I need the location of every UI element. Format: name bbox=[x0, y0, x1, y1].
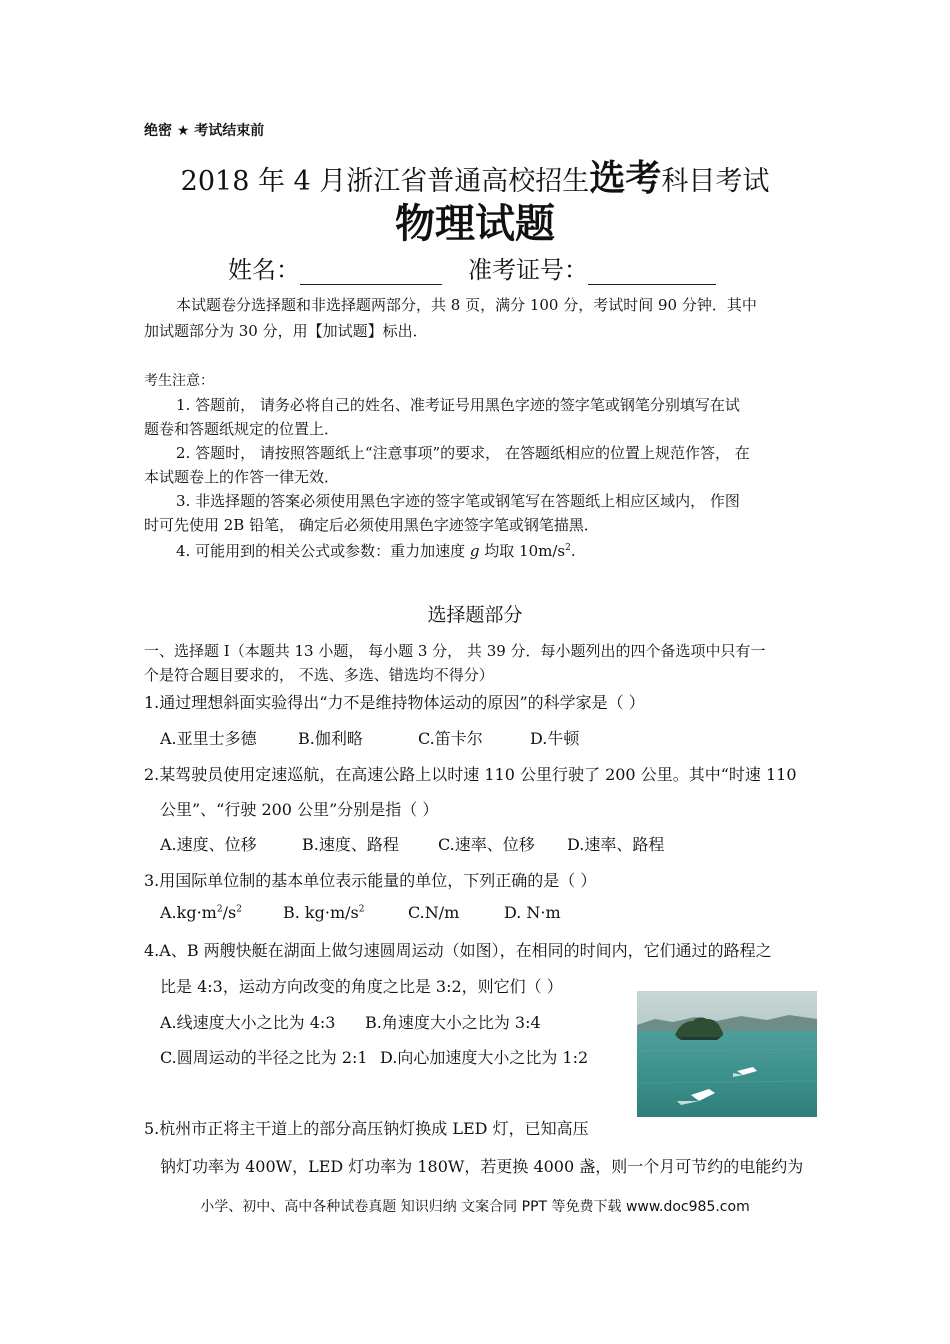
name-id-row bbox=[228, 250, 716, 285]
note-4: 4. 可能用到的相关公式或参数：重力加速度 g 均取 $10m/s^2$. bbox=[176, 542, 576, 560]
intro-line-1: 本试题卷分选择题和非选择题两部分，共 8 页，满分 100 分，考试时间 90 分钟．其中 bbox=[176, 296, 757, 314]
speedboats-lake-photo bbox=[637, 991, 817, 1117]
note-3-line-1: 3. 非选择题的答案必须使用黑色字迹的签字笔或钢笔写在答题纸上相应区域内， 作图 bbox=[176, 492, 740, 510]
question-3-stem: 3.用国际单位制的基本单位表示能量的单位，下列正确的是（ ） bbox=[144, 871, 597, 890]
question-4-option-a: A.线速度大小之比为 4:3 bbox=[160, 1013, 336, 1032]
name-label: 姓名： bbox=[228, 256, 300, 284]
question-4-option-c: C.圆周运动的半径之比为 2:1 bbox=[160, 1048, 368, 1067]
question-1-option-d: D.牛顿 bbox=[530, 729, 580, 748]
question-4-stem-line-1: 4.A、B 两艘快艇在湖面上做匀速圆周运动（如图），在相同的时间内，它们通过的路程之 bbox=[144, 941, 772, 960]
note-2-line-1: 2. 答题时， 请按照答题纸上“注意事项”的要求， 在答题纸相应的位置上规范作答， 在 bbox=[176, 444, 750, 462]
confidential-label: 绝密 ★ 考试结束前 bbox=[144, 123, 265, 139]
question-1-option-b: B.伽利略 bbox=[298, 729, 363, 748]
id-label: 准考证号： bbox=[468, 256, 588, 284]
subject-title: 物理试题 bbox=[395, 201, 555, 247]
note-3-line-2: 时可先使用 2B 铅笔， 确定后必须使用黑色字迹签字笔或钢笔描黑． bbox=[144, 516, 599, 534]
notes-heading: 考生注意： bbox=[144, 373, 214, 389]
part-description-line-2: 个是符合题目要求的， 不选、多选、错选均不得分） bbox=[144, 666, 494, 684]
question-2-option-a: A.速度、位移 bbox=[160, 835, 257, 854]
exam-title: 2018 年 4 月浙江省普通高校招生选考科目考试 bbox=[180, 158, 770, 199]
question-4-stem-line-2: 比是 4:3，运动方向改变的角度之比是 3:2，则它们（ ） bbox=[160, 977, 563, 996]
question-1-option-a: A.亚里士多德 bbox=[160, 729, 257, 748]
question-5-stem-line-2: 钠灯功率为 400W，LED 灯功率为 180W，若更换 4000 盏，则一个月可节约的电能约为 bbox=[160, 1157, 804, 1176]
intro-line-2: 加试题部分为 30 分，用【加试题】标出． bbox=[144, 322, 428, 340]
question-3-option-a: $A.kg\cdot m^2/s^2$ bbox=[160, 903, 242, 922]
id-blank bbox=[588, 262, 716, 285]
footer-ad: 小学、初中、高中各种试卷真题 知识归纳 文案合同 PPT 等免费下载 www.doc985.com bbox=[200, 1199, 750, 1215]
name-blank bbox=[300, 262, 442, 285]
question-1-stem: 1.通过理想斜面实验得出“力不是维持物体运动的原因”的科学家是（ ） bbox=[144, 693, 645, 712]
question-2-option-b: B.速度、路程 bbox=[302, 835, 399, 854]
question-1-option-c: C.笛卡尔 bbox=[418, 729, 483, 748]
question-5-stem-line-1: 5.杭州市正将主干道上的部分高压钠灯换成 LED 灯，已知高压 bbox=[144, 1119, 589, 1138]
part-description-line-1: 一、选择题 I（本题共 13 小题， 每小题 3 分， 共 39 分．每小题列出的四个备选项中只有一 bbox=[144, 642, 766, 660]
question-2-stem-line-2: 公里”、“行驶 200 公里”分别是指（ ） bbox=[160, 800, 439, 819]
question-4-option-b: B.角速度大小之比为 3:4 bbox=[365, 1013, 541, 1032]
note-1-line-2: 题卷和答题纸规定的位置上． bbox=[144, 420, 340, 438]
question-2-option-c: C.速率、位移 bbox=[438, 835, 535, 854]
question-3-option-b: B. $kg\cdot m/s^2$ bbox=[283, 903, 365, 922]
question-2-option-d: D.速率、路程 bbox=[567, 835, 665, 854]
section-title: 选择题部分 bbox=[427, 604, 523, 626]
question-4-option-d: D.向心加速度大小之比为 1:2 bbox=[380, 1048, 589, 1067]
note-1-line-1: 1. 答题前， 请务必将自己的姓名、准考证号用黑色字迹的签字笔或钢笔分别填写在试 bbox=[176, 396, 740, 414]
question-2-stem-line-1: 2.某驾驶员使用定速巡航，在高速公路上以时速 110 公里行驶了 200 公里。其中“时速 110 bbox=[144, 765, 797, 784]
question-3-option-d: D. N·m bbox=[504, 903, 561, 922]
question-3-option-c: C.N/m bbox=[408, 903, 460, 922]
note-2-line-2: 本试题卷上的作答一律无效． bbox=[144, 468, 340, 486]
